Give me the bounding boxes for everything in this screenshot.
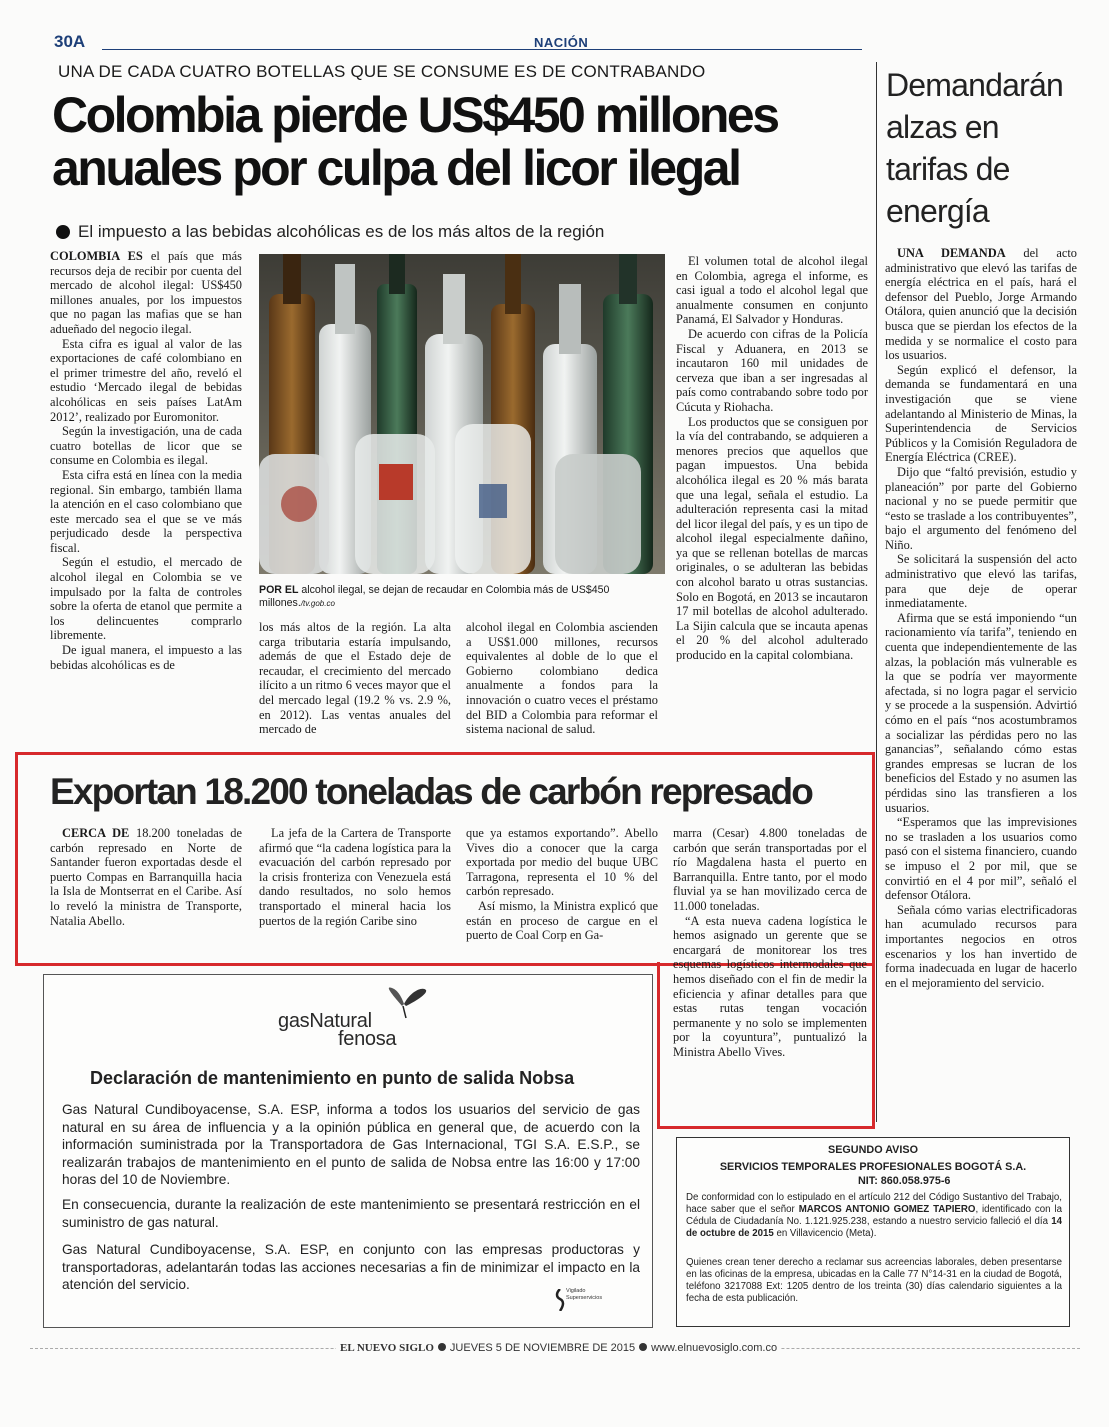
- paragraph: De igual manera, el impuesto a las bebidas alcohólicas es de: [50, 643, 242, 672]
- main-story-column-2: [259, 620, 451, 744]
- butterfly-icon: [384, 986, 430, 1022]
- bullet-icon: [438, 1343, 446, 1351]
- paragraph: que ya estamos exportando”. Abello Vives dio a conocer que la carga exportada por medio del buque UBC Tarragona, representa el 10 % del carbón represado.: [466, 826, 658, 899]
- paragraph: marra (Cesar) 4.800 toneladas de carbón que serán transportadas por el río Magdalena hasta el puerto en Barranquilla. Entre tanto, por el modo fluvial ya se han movilizado cerca de 11.000 toneladas.: [673, 826, 867, 913]
- paragraph: los más altos de la región. La alta carga tributaria estaría impulsando, además de que el Estado deje de recaudar, el crecimiento del mercado ilícito a un ritmo 6 veces mayor que el del mercado legal (19.2 % vs. 2.9 %, en 2012). Las ventas anuales del mercado de: [259, 620, 451, 737]
- story-kicker: UNA DE CADA CUATRO BOTELLAS QUE SE CONSUME ES DE CONTRABANDO: [58, 62, 706, 81]
- paragraph-text: 18.200 toneladas de carbón represado en Norte de Santander fueron exportadas desde el puerto Compas en Barranquilla hacia la Isla de Montserrat en el Caribe. Así lo reveló la ministra de Transporte, Natalia Abello.: [50, 826, 242, 928]
- photo-caption: [259, 584, 665, 610]
- newspaper-name: EL NUEVO SIGLO: [340, 1342, 434, 1354]
- lead-in: UNA DEMANDA: [897, 246, 1006, 260]
- paragraph: La jefa de la Cartera de Transporte afirmó que “la cadena logística para la evacuación del carbón represado por la crisis fronteriza con Venezuela está dando resultados, no solo hemos transportado el mineral hacia los puertos de la región Caribe sino: [259, 826, 451, 928]
- edition-date: JUEVES 5 DE NOVIEMBRE DE 2015: [449, 1342, 636, 1354]
- paragraph: El volumen total de alcohol ilegal en Colombia, agrega el informe, es casi igual a todo el alcohol legal que anualmente consumen en conjunto Panamá, El Salvador y Honduras.: [676, 254, 868, 327]
- coal-story-column-1: [50, 826, 242, 956]
- caption-lead: POR EL: [259, 584, 299, 596]
- story-deck: [56, 222, 604, 242]
- notice-text: en Villavicencio (Meta).: [776, 1228, 877, 1240]
- coal-headline: Exportan 18.200 toneladas de carbón represado: [50, 771, 813, 812]
- paragraph: Dijo que “faltó previsión, estudio y planeación” por parte del Gobierno nacional y no se puede permitir que “esto se traslade a los contribuyentes”, bajo el argumento del fenómeno del Niño.: [885, 464, 1077, 552]
- notice-paragraph-2: Quienes crean tener derecho a reclamar sus acreencias laborales, deben presentarse en las oficinas de la empresa, ubicadas en la Calle 77 N°14-31 en la ciudad de Bogotá, teléfono 3217088 Ext: 1205 dentro de los treinta (30) días calendario siguientes a la fecha de esta publicación.: [686, 1257, 1062, 1305]
- bullet-icon: [56, 225, 70, 239]
- coal-story-column-3: [466, 826, 658, 956]
- main-story-column-4: [676, 254, 868, 744]
- paragraph: Señala cómo varias electrificadoras han acumulado recursos para importantes negocios en otros escenarios y los han invertido de forma inadecuada en lugar de hacerlo en el mejoramiento del servicio.: [885, 902, 1077, 990]
- paragraph: Según el estudio, el mercado de alcohol ilegal en Colombia se ve impulsado por la falta de controles sobre la oferta de etanol que permite a los delincuentes comprarlo libremente.: [50, 555, 242, 643]
- website-link[interactable]: www.elnuevosiglo.com.co: [651, 1342, 778, 1354]
- paragraph: Los productos que se consiguen por la vía del contrabando, se adquieren a menores precios que aquellos que pagan impuestos. Una bebida alcohólica ilegal es 20 % más barata que una legal, señala el estudio. La adulteración representa casi la mitad del licor ilegal del país, y es un tipo de alcohol ilegal especialmente dañino, ya que se rellenan botellas de marcas originales, o se adulteran las bebidas con alcohol barato u otras sustancias. Solo en Bogotá, en 2013 se incautaron 17 mil botellas de alcohol adulterado. La Sijin calcula que se incauta apenas el 20 % del alcohol adulterado producido en la capital colombiana.: [676, 414, 868, 663]
- paragraph: “Esperamos que las imprevisiones no se trasladen a los usuarios como pasó con el sistema financiero, cuando se impuso el 2 por mil, que se convirtió en el 4 por mil”, señaló el defensor Otálora.: [885, 815, 1077, 903]
- main-headline: [52, 89, 852, 195]
- bullet-icon: [639, 1343, 647, 1351]
- notice-text: , identificado con la Cédula de Ciudadanía No. 1.121.925.238, estando a nuestro servicio falleció el día: [686, 1204, 1062, 1228]
- column-divider: [876, 62, 877, 1122]
- paragraph: [50, 249, 242, 337]
- side-headline: Demandarán alzas en tarifas de energía: [886, 67, 1064, 229]
- paragraph: Afirma que se está imponiendo “un racionamiento vía tarifa”, teniendo en cuenta que independientemente de las alzas, la población más vulnerable es la que se podría ver mayormente afectada, si no logra pagar el servicio y se procede a la suspensión. Advirtió cómo en el país “nos acostumbramos a socializar las pérdidas pero no las ganancias”, señalando cómo estas grandes empresas se lucran de los beneficios del Estado y no asumen las pérdidas sino las transfieren a los usuarios.: [885, 610, 1077, 815]
- ad-title: Declaración de mantenimiento en punto de salida Nobsa: [90, 1068, 575, 1088]
- paragraph: [50, 826, 242, 928]
- notice-title: SEGUNDO AVISO: [828, 1144, 918, 1156]
- notice-date: 14 de octubre de 2015: [686, 1216, 1062, 1240]
- bottles-illustration: [259, 254, 665, 574]
- caption-text: alcohol ilegal, se dejan de recaudar en Colombia más de US$450 millones.: [259, 584, 610, 609]
- main-story-column-3: [466, 620, 658, 744]
- lead-in: COLOMBIA ES: [50, 249, 143, 263]
- paragraph: Así mismo, la Ministra explicó que están en proceso de cargue en el puerto de Coal Corp en Ga-: [466, 898, 658, 943]
- ad-paragraph-1: Gas Natural Cundiboyacense, S.A. ESP, informa a todos los usuarios del servicio de gas natural en su área de influencia y a la opinión pública en general que, de acuerdo con la información suministrada por la Transportadora de Gas Internacional, TGI S.A. E.S.P., se realizarán trabajos de mantenimiento en el punto de salida de Nobsa entre las 16:00 y 17:00 horas del 10 de Noviembre.: [62, 1102, 640, 1188]
- main-story-column-1: [50, 249, 242, 741]
- gas-natural-logo-line-1: gasNatural: [278, 1010, 372, 1032]
- header-rule: [102, 49, 862, 50]
- section-label: NACIÓN: [534, 35, 589, 50]
- deck-text: El impuesto a las bebidas alcohólicas es de los más altos de la región: [78, 222, 605, 241]
- paragraph: “A esta nueva cadena logística le hemos asignado un gerente que se encargará de monitorear los tres esquemas logísticos intermodales que hemos diseñado con el fin de medir la eficiencia y afinar detalles para que estas rutas tengan vocación permanente y no solo se implementen por la coyuntura”, puntualizó la Ministra Abello Vives.: [673, 913, 867, 1059]
- notice-nit: NIT: 860.058.975-6: [858, 1175, 951, 1187]
- paragraph: [885, 246, 1077, 363]
- coal-story-column-2: [259, 826, 451, 956]
- notice-paragraph-1: [686, 1192, 1062, 1240]
- paragraph: Esta cifra es igual al valor de las exportaciones de café colombiano en el primer trimestre del año, reveló el estudio ‘Mercado ilegal de bebidas alcohólicas en seis países LatAm 2012’, realizado por Euromonitor.: [50, 336, 242, 424]
- coal-story-column-4: [673, 826, 867, 1116]
- vigilado-label: [566, 1288, 602, 1302]
- paragraph-text: del acto administrativo que elevó las tarifas de energía eléctrica en el país, hará el defensor del Pueblo, Jorge Armando Otálora, quien anunció que la decisión busca que se pierdan los efectos de la medida y se normalice el costo para los usuarios.: [885, 246, 1077, 363]
- notice-company: SERVICIOS TEMPORALES PROFESIONALES BOGOTÁ S.A.: [719, 1161, 1027, 1173]
- bottles-photo: [259, 254, 665, 574]
- page-number: 30A: [54, 32, 86, 51]
- ad-paragraph-3: Gas Natural Cundiboyacense, S.A. ESP, en conjunto con las empresas productoras y transportadoras, adelantarán todas las acciones necesarias a fin de minimizar el impacto en la atención del servicio.: [62, 1242, 640, 1293]
- ad-paragraph-2: En consecuencia, durante la realización de este mantenimiento se presentará restricción en el suministro de gas natural.: [62, 1197, 640, 1230]
- headline-line-1: Colombia pierde US$450 millones: [52, 87, 778, 143]
- notice-text: De conformidad con lo estipulado en el artículo 212 del Código Sustantivo del Trabajo, hace saber que el señor: [686, 1192, 1062, 1216]
- side-story-body: [885, 246, 1077, 1118]
- footer: [336, 1342, 781, 1354]
- notice-name: MARCOS ANTONIO GOMEZ TAPIERO: [798, 1204, 976, 1216]
- paragraph: Se solicitará la suspensión del acto administrativo que elevó las tarifas, para que deje de operar inmediatamente.: [885, 552, 1077, 611]
- lead-in: CERCA DE: [62, 826, 130, 840]
- paragraph: Esta cifra está en línea con la media regional. Sin embargo, también llama la atención en el caso colombiano que este mercado sea el que se ve más perjudicado desde la perspectiva fiscal.: [50, 467, 242, 555]
- vigilado-line-1: Vigilado: [566, 1288, 586, 1294]
- paragraph: De acuerdo con cifras de la Policía Fiscal y Aduanera, en 2013 se incautaron 160 mil unidades de cerveza que iban a ser ingresadas al país como contrabando sobre todo por Cúcuta y Riohacha.: [676, 326, 868, 414]
- headline-line-2: anuales por culpa del licor ilegal: [52, 140, 740, 196]
- paragraph-text: el país que más recursos deja de recibir por cuenta del mercado de alcohol ilegal: US$450 millones anuales, por los impuestos que no pagan las mafias que se han adueñado del negocio ilegal.: [50, 249, 242, 336]
- gas-natural-logo-line-2: fenosa: [338, 1028, 397, 1050]
- paragraph: Según explicó el defensor, la demanda se fundamentará en una investigación que se viene adelantando al Ministerio de Minas, la Superintendencia de Servicios Públicos y la Comisión Reguladora de Energía Eléctrica (CREE).: [885, 362, 1077, 465]
- paragraph: alcohol ilegal en Colombia ascienden a US$1.000 millones, recursos equivalentes al doble de lo que el Gobierno colombiano dedica anualmente a fondos para la innovación o cuatro veces el préstamo del BID a Colombia para reformar el sistema nacional de salud.: [466, 620, 658, 737]
- paragraph: Según la investigación, una de cada cuatro botellas de licor que se consume en Colombia es ilegal.: [50, 424, 242, 468]
- photo-credit: /tv.gob.co: [300, 599, 335, 608]
- superservicios-seal-icon: [555, 1289, 565, 1311]
- vigilado-line-2: Superservicios: [566, 1295, 603, 1301]
